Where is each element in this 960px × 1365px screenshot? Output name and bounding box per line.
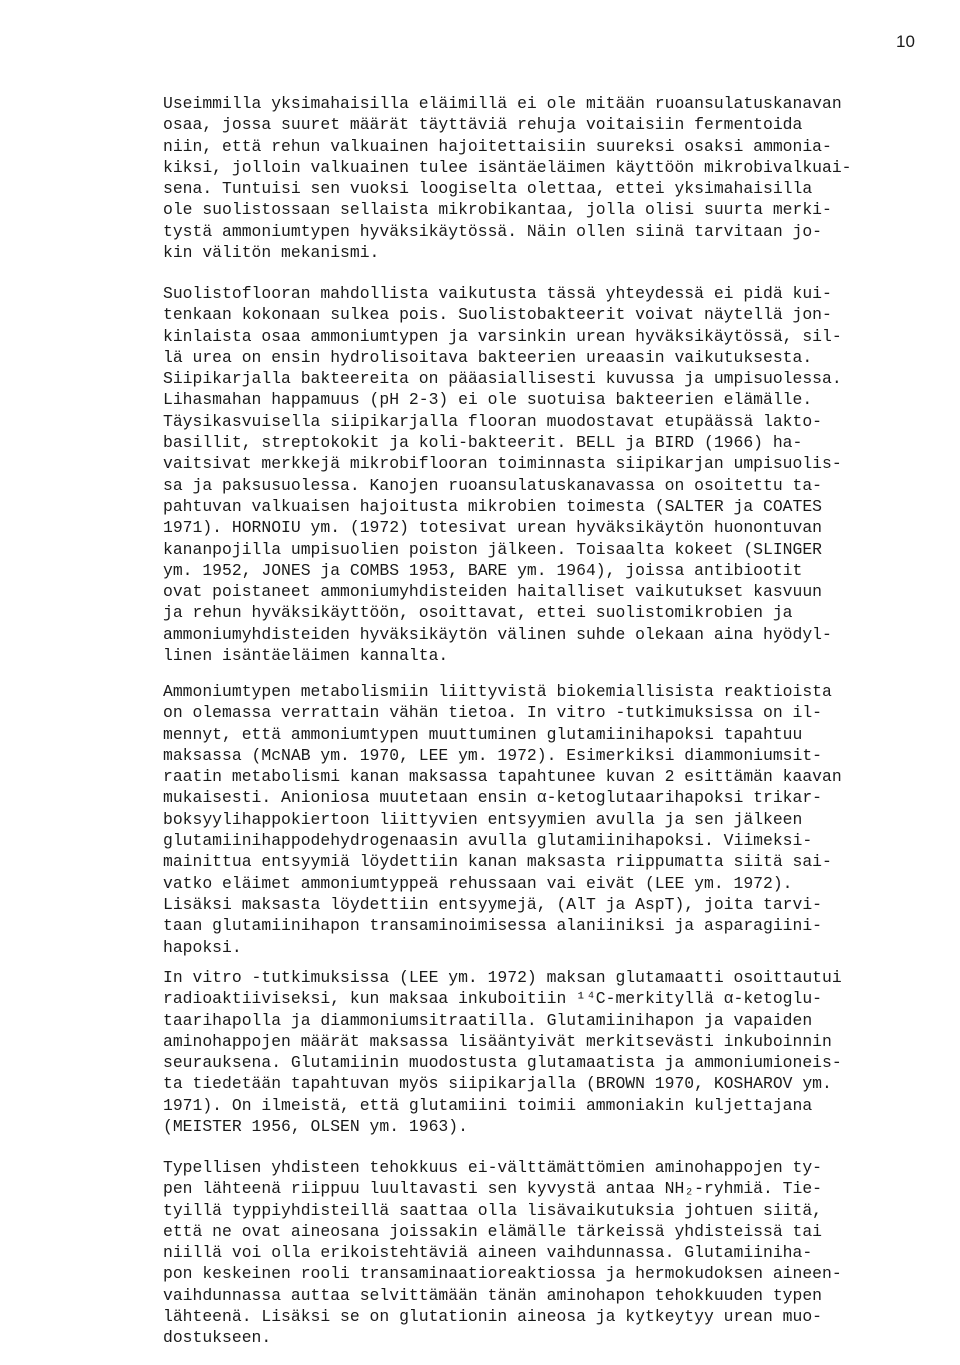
text-line: maksassa (McNAB ym. 1970, LEE ym. 1972). Esimerkiksi diammoniumsit- (163, 745, 823, 765)
text-line: on olemassa verrattain vähän tietoa. In vitro -tutkimuksissa on il- (163, 703, 823, 723)
text-line: ovat poistaneet ammoniumyhdisteiden haitalliset vaikutukset kasvuun (163, 582, 823, 602)
text-line: seurauksena. Glutamiinin muodostusta glutamaatista ja ammoniumioneis- (163, 1053, 842, 1073)
text-line: ym. 1952, JONES ja COMBS 1953, BARE ym. 1964), joissa antibiootit (163, 560, 803, 580)
text-line: ammoniumyhdisteiden hyväksikäytön välinen suhde olekaan aina hyödyl- (163, 624, 832, 644)
text-line: vatko eläimet ammoniumtyppeä rehussaan vai eivät (LEE ym. 1972). (163, 873, 793, 893)
text-line: Useimmilla yksimahaisilla eläimillä ei ole mitään ruoansulatuskanavan (163, 94, 842, 113)
text-line: radioaktiiviseksi, kun maksaa inkuboitiin ¹⁴C-merkityllä α-ketoglu- (163, 989, 823, 1009)
text-line: taarihapolla ja diammoniumsitraatilla. Glutamiinihapon ja vapaiden (163, 1010, 813, 1030)
paragraph-5 (163, 1157, 953, 1349)
text-line: Lihasmahan happamuus (pH 2-3) ei ole suotuisa bakteerien elämälle. (163, 390, 813, 410)
paragraph-3 (163, 681, 953, 958)
text-line: mainittua entsyymiä löydettiin kanan maksasta riippumatta siitä sai- (163, 852, 832, 872)
text-line: In vitro -tutkimuksissa (LEE ym. 1972) maksan glutamaatti osoittautui (163, 968, 842, 987)
text-line: pen lähteenä riippuu luultavasti sen kyvystä antaa NH₂-ryhmiä. Tie- (163, 1179, 823, 1199)
text-line: glutamiinihappodehydrogenaasin avulla glutamiinihapoksi. Viimeksi- (163, 831, 813, 851)
text-line: että ne ovat aineosana joissakin elämälle tärkeissä yhdisteissä tai (163, 1221, 823, 1241)
text-line: lä urea on ensin hydrolisoitava bakteerien ureaasin vaikutuksesta. (163, 347, 813, 367)
text-line: Lisäksi maksasta löydettiin entsyymejä, (AlT ja AspT), joita tarvi- (163, 894, 823, 914)
text-line: aminohappojen määrät maksassa lisääntyivät merkitsevästi inkuboinnin (163, 1031, 832, 1051)
text-line: pahtuvan valkuaisen hajoitusta mikrobien toimesta (SALTER ja COATES (163, 496, 823, 516)
text-line: taan glutamiinihapon transaminoimisessa alaniiniksi ja asparagiini- (163, 916, 823, 936)
text-line: tyillä typpiyhdisteillä saattaa olla lisävaikutuksia johtuen siitä, (163, 1200, 823, 1220)
text-line: Siipikarjalla bakteereita on pääasiallisesti kuvussa ja umpisuolessa. (163, 369, 842, 389)
text-line: kin välitön mekanismi. (163, 243, 380, 263)
text-line: niin, että rehun valkuainen hajoitettaisiin suureksi osaksi ammonia- (163, 136, 832, 156)
text-line: osaa, jossa suuret määrät täyttäviä rehuja voitaisiin fermentoida (163, 115, 803, 135)
text-line: ja rehun hyväksikäyttöön, osoittavat, ettei suolistomikrobien ja (163, 603, 793, 623)
text-line: boksyylihappokiertoon liittyvien entsyymien avulla ja sen jälkeen (163, 809, 803, 829)
text-line: ta tiedetään tapahtuvan myös siipikarjalla (BROWN 1970, KOSHAROV ym. (163, 1074, 832, 1094)
text-line: basillit, streptokokit ja koli-bakteerit. BELL ja BIRD (1966) ha- (163, 433, 803, 453)
text-line: raatin metabolismi kanan maksassa tapahtunee kuvan 2 esittämän kaavan (163, 767, 842, 787)
text-line: lähteenä. Lisäksi se on glutationin aineosa ja kytkeytyy urean muo- (163, 1307, 823, 1327)
text-line: mennyt, että ammoniumtypen muuttuminen glutamiinihapoksi tapahtuu (163, 724, 803, 744)
page-number: 10 (896, 32, 915, 51)
paragraph-1 (163, 93, 953, 263)
text-line: Ammoniumtypen metabolismiin liittyvistä biokemiallisista reaktioista (163, 682, 832, 701)
text-line: niillä voi olla erikoistehtäviä aineen vaihdunnassa. Glutamiiniha- (163, 1243, 813, 1263)
text-line: (MEISTER 1956, OLSEN ym. 1963). (163, 1117, 468, 1137)
text-line: vaihdunnassa auttaa selvittämään tänän aminohapon tehokkuuden typen (163, 1285, 823, 1305)
text-line: ole suolistossaan sellaista mikrobikantaa, jolla olisi suurta merki- (163, 200, 832, 220)
text-line: pon keskeinen rooli transaminaatioreaktiossa ja hermokudoksen aineen- (163, 1264, 842, 1284)
text-line: tystä ammoniumtypen hyväksikäytössä. Näin ollen siinä tarvitaan jo- (163, 221, 823, 241)
text-line: 1971). HORNOIU ym. (1972) totesivat urean hyväksikäytön huonontuvan (163, 518, 823, 538)
text-line: tenkaan kokonaan sulkea pois. Suolistobakteerit voivat näytellä jon- (163, 305, 832, 325)
paragraph-4 (163, 967, 953, 1137)
text-line: sa ja paksusuolessa. Kanojen ruoansulatuskanavassa on osoitettu ta- (163, 475, 823, 495)
text-line: Typellisen yhdisteen tehokkuus ei-välttämättömien aminohappojen ty- (163, 1158, 823, 1177)
text-line: Täysikasvuisella siipikarjalla flooran muodostavat etupäässä lakto- (163, 411, 823, 431)
text-line: kananpojilla umpisuolien poiston jälkeen. Toisaalta kokeet (SLINGER (163, 539, 823, 559)
text-line: mukaisesti. Anioniosa muutetaan ensin α-ketoglutaarihapoksi trikar- (163, 788, 823, 808)
text-line: Suolistoflooran mahdollista vaikutusta tässä yhteydessä ei pidä kui- (163, 284, 832, 303)
text-line: hapoksi. (163, 937, 242, 957)
paragraph-2 (163, 283, 953, 666)
text-line: linen isäntäeläimen kannalta. (163, 646, 449, 666)
text-line: kinlaista osaa ammoniumtypen ja varsinkin urean hyväksikäytössä, sil- (163, 326, 842, 346)
text-line: dostukseen. (163, 1328, 272, 1348)
text-line: 1971). On ilmeistä, että glutamiini toimii ammoniakin kuljettajana (163, 1095, 813, 1115)
text-line: vaitsivat merkkejä mikrobiflooran toiminnasta siipikarjan umpisuolis- (163, 454, 842, 474)
text-line: sena. Tuntuisi sen vuoksi loogiselta olettaa, ettei yksimahaisilla (163, 179, 813, 199)
text-line: kiksi, jolloin valkuainen tulee isäntäeläimen käyttöön mikrobivalkuai- (163, 157, 852, 177)
